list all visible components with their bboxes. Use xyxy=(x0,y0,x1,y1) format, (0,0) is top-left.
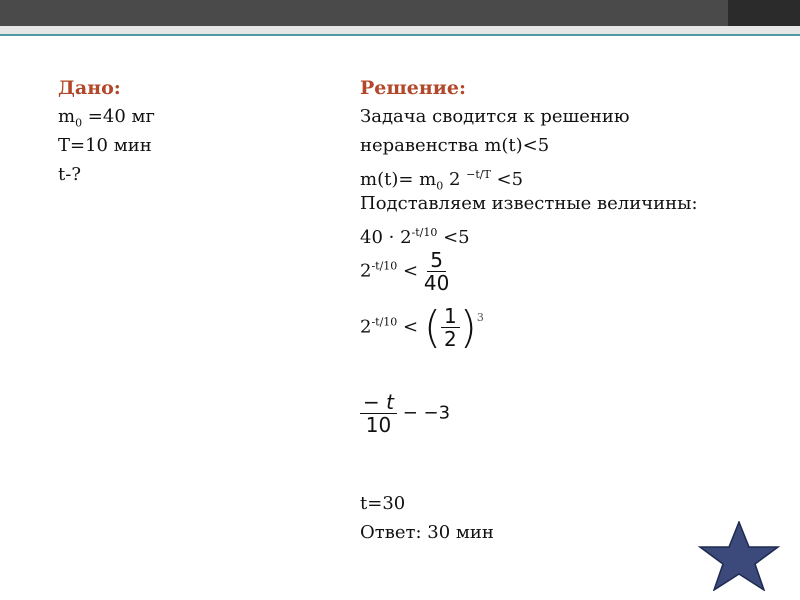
ineq2-base: 2 xyxy=(360,316,372,338)
given-heading: Дано: xyxy=(58,77,121,99)
solution-column xyxy=(360,75,698,549)
fraction-denominator: 40 xyxy=(423,271,450,295)
answer-t: t=30 xyxy=(360,493,406,514)
formula-subscript: 0 xyxy=(436,179,444,193)
solution-line-4: Подставляем известные величины: xyxy=(360,193,698,214)
ineq2-exponent: -t/10 xyxy=(371,315,398,329)
formula-exponent: −t/T xyxy=(466,168,491,181)
fraction-1-2 xyxy=(441,305,460,350)
solution-heading: Решение: xyxy=(360,77,466,99)
right-paren: ) xyxy=(459,301,477,353)
substituted-inequality xyxy=(360,220,698,249)
subst-base: 40 · 2 xyxy=(360,227,412,248)
left-paren: ( xyxy=(423,301,442,353)
fraction-5-40 xyxy=(424,249,449,294)
ineq1-exponent: -t/10 xyxy=(371,259,398,273)
formula-end: <5 xyxy=(490,169,524,190)
given-unknown: t-? xyxy=(58,164,81,185)
paren-exponent: 3 xyxy=(476,311,484,324)
fraction-numerator: 5 xyxy=(427,249,446,272)
fraction-neg-t-10 xyxy=(360,391,397,436)
star-icon[interactable] xyxy=(698,521,780,591)
half-numerator: 1 xyxy=(441,305,460,328)
top-bar xyxy=(0,0,800,26)
exp-numerator: − t xyxy=(360,391,397,414)
exp-relation: − −3 xyxy=(396,402,451,424)
given-column xyxy=(58,75,155,191)
subst-exponent: -t/10 xyxy=(411,226,438,239)
half-denominator: 2 xyxy=(444,327,457,351)
solution-formula xyxy=(360,162,698,191)
given-mass xyxy=(58,104,155,133)
given-period: T=10 мин xyxy=(58,135,152,156)
mass-subscript: 0 xyxy=(75,116,83,130)
mass-symbol: m xyxy=(58,106,76,127)
solution-line-1: Задача сводится к решению xyxy=(360,106,630,127)
mass-value: =40 мг xyxy=(82,106,155,127)
ineq1-base: 2 xyxy=(360,260,372,282)
solution-line-2: неравенства m(t)<5 xyxy=(360,135,550,156)
ineq2-less: < xyxy=(397,316,419,338)
subst-end: <5 xyxy=(437,227,470,248)
formula-start: m(t)= m xyxy=(360,169,437,190)
top-accent-line xyxy=(0,34,800,36)
exp-denominator: 10 xyxy=(365,413,392,437)
ineq1-less: < xyxy=(397,260,419,282)
formula-base: 2 xyxy=(443,169,467,190)
answer: Ответ: 30 мин xyxy=(360,522,494,543)
exponent-equation-row xyxy=(360,371,698,491)
inequality-fraction-row xyxy=(360,249,698,305)
inequality-half-row xyxy=(360,301,698,371)
top-bar-light-strip xyxy=(0,26,800,34)
